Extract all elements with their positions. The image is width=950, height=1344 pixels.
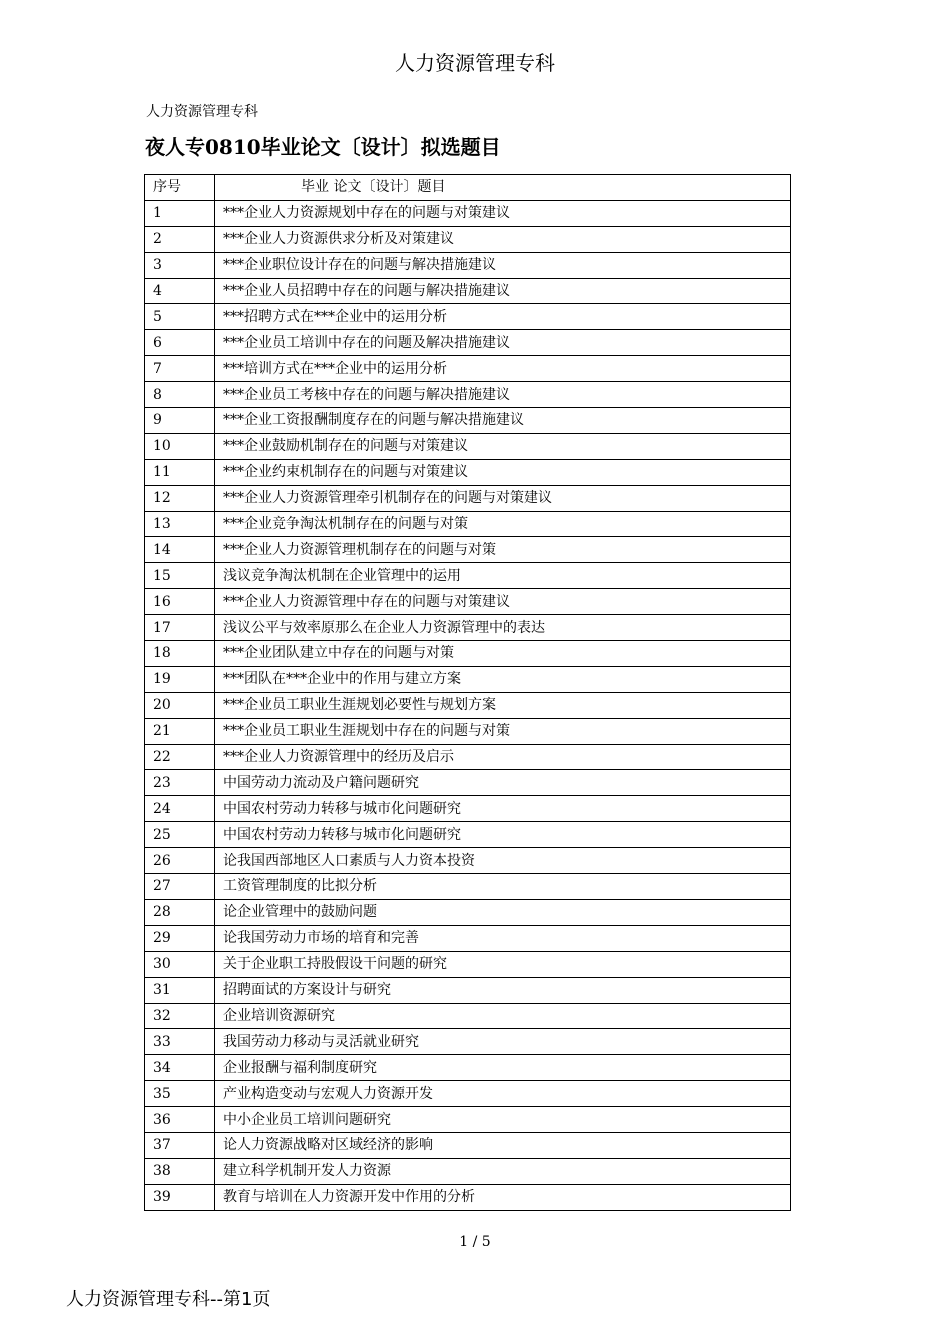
row-number: 38 — [145, 1158, 215, 1184]
row-number: 16 — [145, 589, 215, 615]
row-title: ***企业员工职业生涯规划必要性与规划方案 — [215, 692, 791, 718]
table-row — [145, 615, 791, 641]
row-title: ***团队在***企业中的作用与建立方案 — [215, 666, 791, 692]
row-number: 20 — [145, 692, 215, 718]
row-number: 8 — [145, 382, 215, 408]
row-number: 21 — [145, 718, 215, 744]
table-row — [145, 874, 791, 900]
table-row — [145, 356, 791, 382]
row-number: 12 — [145, 485, 215, 511]
column-header-number: 序号 — [145, 175, 215, 201]
sub-header: 人力资源管理专科 — [146, 104, 258, 120]
page-footer: 人力资源管理专科--第1页 — [66, 1289, 271, 1310]
row-title: 建立科学机制开发人力资源 — [215, 1158, 791, 1184]
row-number: 19 — [145, 666, 215, 692]
row-number: 28 — [145, 899, 215, 925]
row-title: 中国劳动力流动及户籍问题研究 — [215, 770, 791, 796]
row-title: ***招聘方式在***企业中的运用分析 — [215, 304, 791, 330]
table-row — [145, 951, 791, 977]
row-title: ***企业竞争淘汰机制存在的问题与对策 — [215, 511, 791, 537]
row-number: 32 — [145, 1003, 215, 1029]
row-title: 工资管理制度的比拟分析 — [215, 874, 791, 900]
row-number: 24 — [145, 796, 215, 822]
row-title: ***企业人力资源管理牵引机制存在的问题与对策建议 — [215, 485, 791, 511]
table-body — [145, 200, 791, 1210]
row-number: 14 — [145, 537, 215, 563]
row-number: 27 — [145, 874, 215, 900]
table-row — [145, 1107, 791, 1133]
page-number: 1 / 5 — [459, 1234, 491, 1250]
row-title: 教育与培训在人力资源开发中作用的分析 — [215, 1184, 791, 1210]
row-number: 37 — [145, 1132, 215, 1158]
row-number: 34 — [145, 1055, 215, 1081]
table-row — [145, 718, 791, 744]
table-row — [145, 796, 791, 822]
table-row — [145, 1055, 791, 1081]
row-number: 11 — [145, 459, 215, 485]
table-row — [145, 433, 791, 459]
table-row — [145, 848, 791, 874]
row-title: 浅议公平与效率原那么在企业人力资源管理中的表达 — [215, 615, 791, 641]
row-title: 中国农村劳动力转移与城市化问题研究 — [215, 822, 791, 848]
table-row — [145, 1132, 791, 1158]
table-row — [145, 459, 791, 485]
row-number: 3 — [145, 252, 215, 278]
row-number: 29 — [145, 925, 215, 951]
table-header-row — [145, 175, 791, 201]
table-row — [145, 899, 791, 925]
table-row — [145, 1081, 791, 1107]
row-title: ***企业鼓励机制存在的问题与对策建议 — [215, 433, 791, 459]
row-number: 33 — [145, 1029, 215, 1055]
table-row — [145, 226, 791, 252]
table-row — [145, 977, 791, 1003]
row-title: 论企业管理中的鼓励问题 — [215, 899, 791, 925]
table-row — [145, 692, 791, 718]
table-row — [145, 200, 791, 226]
row-number: 6 — [145, 330, 215, 356]
page-header: 人力资源管理专科 — [395, 51, 555, 75]
row-number: 26 — [145, 848, 215, 874]
table-row — [145, 563, 791, 589]
row-number: 35 — [145, 1081, 215, 1107]
row-title: 论我国劳动力市场的培育和完善 — [215, 925, 791, 951]
row-title: 企业培训资源研究 — [215, 1003, 791, 1029]
row-title: 产业构造变动与宏观人力资源开发 — [215, 1081, 791, 1107]
row-title: ***企业约束机制存在的问题与对策建议 — [215, 459, 791, 485]
topics-table — [144, 174, 791, 1211]
table-row — [145, 511, 791, 537]
row-title: ***企业人力资源管理中的经历及启示 — [215, 744, 791, 770]
row-title: 浅议竞争淘汰机制在企业管理中的运用 — [215, 563, 791, 589]
row-number: 30 — [145, 951, 215, 977]
table-row — [145, 1003, 791, 1029]
row-title: ***企业人力资源管理中存在的问题与对策建议 — [215, 589, 791, 615]
row-number: 7 — [145, 356, 215, 382]
row-title: ***企业人力资源管理机制存在的问题与对策 — [215, 537, 791, 563]
table-row — [145, 382, 791, 408]
table-row — [145, 304, 791, 330]
row-title: ***企业员工培训中存在的问题及解决措施建议 — [215, 330, 791, 356]
table-row — [145, 770, 791, 796]
row-title: ***企业人力资源规划中存在的问题与对策建议 — [215, 200, 791, 226]
row-title: 我国劳动力移动与灵活就业研究 — [215, 1029, 791, 1055]
row-number: 36 — [145, 1107, 215, 1133]
row-number: 18 — [145, 641, 215, 667]
row-number: 5 — [145, 304, 215, 330]
table-row — [145, 822, 791, 848]
row-title: ***企业人员招聘中存在的问题与解决措施建议 — [215, 278, 791, 304]
row-title: 论人力资源战略对区域经济的影响 — [215, 1132, 791, 1158]
table-row — [145, 278, 791, 304]
table-row — [145, 1158, 791, 1184]
row-number: 4 — [145, 278, 215, 304]
table-row — [145, 485, 791, 511]
row-title: ***企业职位设计存在的问题与解决措施建议 — [215, 252, 791, 278]
row-title: ***企业员工考核中存在的问题与解决措施建议 — [215, 382, 791, 408]
row-number: 17 — [145, 615, 215, 641]
table-row — [145, 252, 791, 278]
row-title: 企业报酬与福利制度研究 — [215, 1055, 791, 1081]
table-row — [145, 744, 791, 770]
row-title: 中小企业员工培训问题研究 — [215, 1107, 791, 1133]
row-number: 39 — [145, 1184, 215, 1210]
table-row — [145, 408, 791, 434]
row-title: 关于企业职工持股假设干问题的研究 — [215, 951, 791, 977]
table-row — [145, 330, 791, 356]
row-number: 23 — [145, 770, 215, 796]
table-row — [145, 1184, 791, 1210]
column-header-title: 毕业 论文〔设计〕题目 — [215, 175, 791, 201]
row-number: 25 — [145, 822, 215, 848]
row-number: 22 — [145, 744, 215, 770]
row-number: 2 — [145, 226, 215, 252]
table-row — [145, 1029, 791, 1055]
table-row — [145, 925, 791, 951]
row-title: 招聘面试的方案设计与研究 — [215, 977, 791, 1003]
table-row — [145, 666, 791, 692]
row-number: 9 — [145, 408, 215, 434]
row-title: ***企业工资报酬制度存在的问题与解决措施建议 — [215, 408, 791, 434]
row-number: 1 — [145, 200, 215, 226]
row-title: ***企业团队建立中存在的问题与对策 — [215, 641, 791, 667]
row-number: 15 — [145, 563, 215, 589]
row-title: ***企业人力资源供求分析及对策建议 — [215, 226, 791, 252]
table-row — [145, 589, 791, 615]
row-number: 10 — [145, 433, 215, 459]
row-number: 13 — [145, 511, 215, 537]
row-title: ***培训方式在***企业中的运用分析 — [215, 356, 791, 382]
row-title: 论我国西部地区人口素质与人力资本投资 — [215, 848, 791, 874]
row-title: ***企业员工职业生涯规划中存在的问题与对策 — [215, 718, 791, 744]
document-title: 夜人专0810毕业论文〔设计〕拟选题目 — [145, 135, 501, 159]
row-title: 中国农村劳动力转移与城市化问题研究 — [215, 796, 791, 822]
table-row — [145, 537, 791, 563]
table-row — [145, 641, 791, 667]
row-number: 31 — [145, 977, 215, 1003]
